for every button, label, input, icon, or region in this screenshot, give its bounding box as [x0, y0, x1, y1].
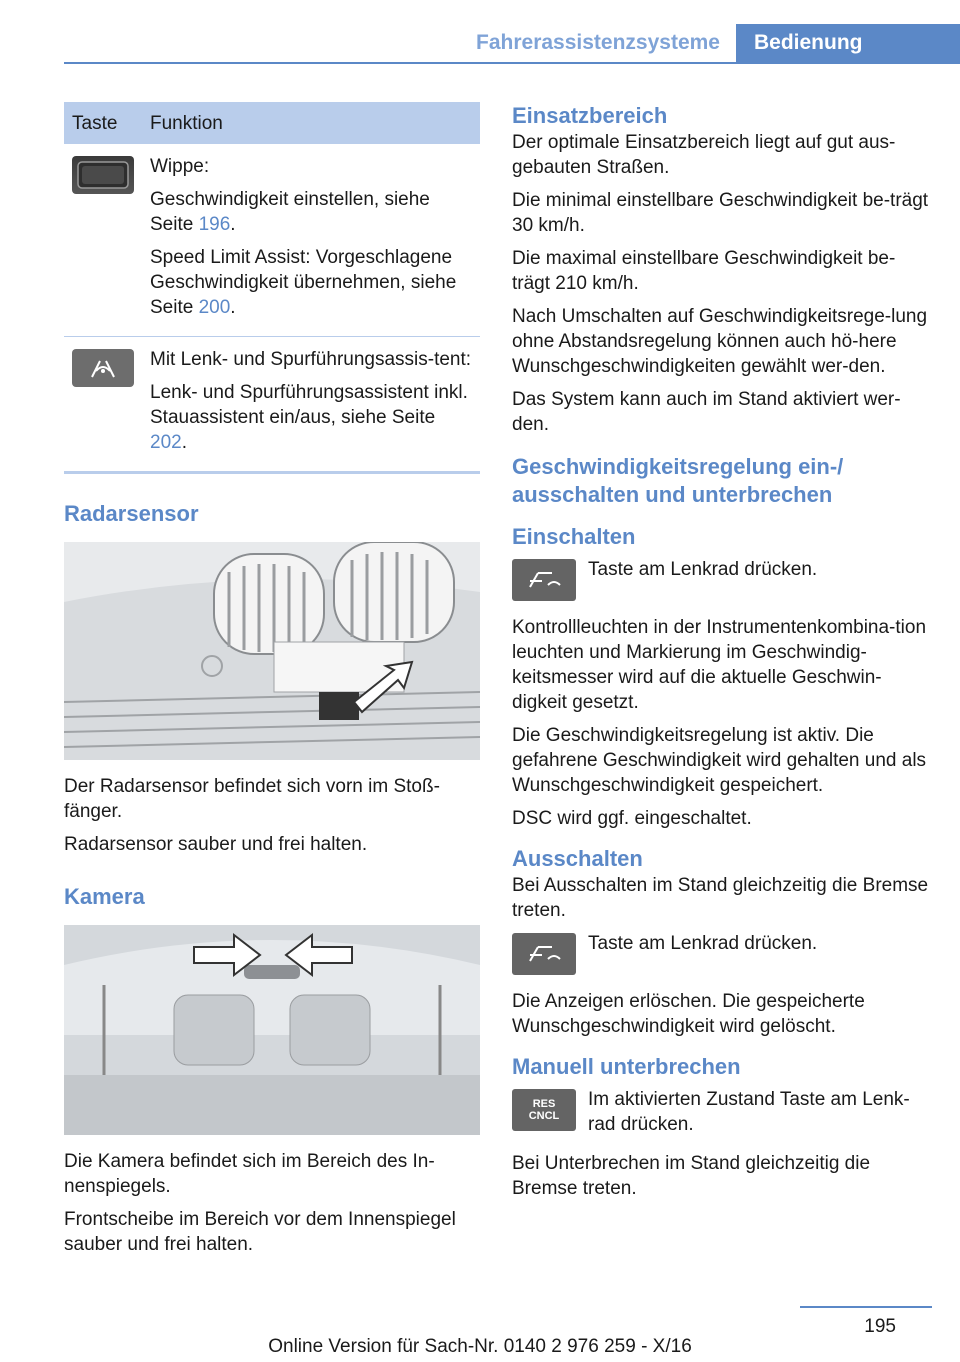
- rocker-switch-icon: [72, 156, 134, 194]
- radar-heading: Radarsensor: [64, 501, 199, 526]
- left-column: [64, 102, 480, 1265]
- footer-rule: [800, 1306, 932, 1308]
- table-header-key: Taste: [64, 102, 142, 144]
- row2-paragraph: Lenk- und Spurführungsassistent inkl. Stauassistent ein/aus, siehe Seite 202.: [150, 382, 468, 453]
- einsatz-paragraph: Die minimal einstellbare Geschwindigkeit be-trägt 30 km/h.: [512, 190, 929, 236]
- einsatz-paragraph: Das System kann auch im Stand aktiviert wer-den.: [512, 389, 901, 435]
- einsatz-paragraph: Nach Umschalten auf Geschwindigkeitsrege-lung ohne Abstandsregelung können auch hö-here Wunschgeschwindigkeiten gewählt wer-den.: [512, 306, 928, 377]
- row1-title: Wippe:: [150, 156, 210, 177]
- camera-heading: Kamera: [64, 884, 145, 909]
- ausschalten-paragraph: Bei Ausschalten im Stand gleichzeitig die Bremse treten.: [512, 875, 929, 921]
- row1-paragraph: Geschwindigkeit einstellen, siehe Seite 196.: [150, 189, 430, 235]
- ausschalten-instruction: [512, 931, 932, 975]
- ausschalten-paragraph: Die Anzeigen erlöschen. Die gespeicherte Wunschgeschwindigkeit wird gelöscht.: [512, 991, 865, 1037]
- ausschalten-icon-text: Taste am Lenkrad drücken.: [588, 933, 818, 954]
- page-link-200[interactable]: 200: [198, 297, 231, 318]
- unterbrechen-heading: Manuell unterbrechen: [512, 1054, 741, 1079]
- einschalten-paragraph: Kontrollleuchten in der Instrumentenkombina-tion leuchten und Markierung im Geschwindig-keitsmesser wird auf die aktuelle Geschwin-digkeit gesetzt.: [512, 617, 927, 713]
- page-link-196[interactable]: 196: [198, 214, 231, 235]
- header-section-title: Fahrerassistenzsysteme: [476, 31, 720, 54]
- res-cncl-icon: [512, 1089, 576, 1131]
- einsatz-heading: Einsatzbereich: [512, 103, 668, 128]
- table-row: [64, 337, 480, 473]
- einsatz-paragraph: Die maximal einstellbare Geschwindigkeit be-trägt 210 km/h.: [512, 248, 896, 294]
- key-function-table: [64, 102, 480, 474]
- ausschalten-heading: Ausschalten: [512, 846, 643, 871]
- radar-paragraph-1: Der Radarsensor befindet sich vorn im Stoß-fänger.: [64, 776, 440, 822]
- radar-sensor-image: [64, 542, 480, 760]
- row2-title: Mit Lenk- und Spurführungsassis-tent:: [150, 349, 472, 370]
- table-header-function: Funktion: [142, 102, 480, 144]
- einschalten-icon-text: Taste am Lenkrad drücken.: [588, 559, 818, 580]
- footer-version: Online Version für Sach-Nr. 0140 2 976 259 - X/16: [268, 1336, 692, 1357]
- res-cncl-label: RES CNCL: [528, 1098, 560, 1122]
- section-heading: Geschwindigkeitsregelung ein-/ ausschalten und unterbrechen: [512, 454, 844, 507]
- header-tab-bedienung: Bedienung: [736, 24, 960, 64]
- right-column: [512, 102, 932, 1209]
- einschalten-heading: Einschalten: [512, 524, 636, 549]
- camera-paragraph-2: Frontscheibe im Bereich vor dem Innenspiegel sauber und frei halten.: [64, 1209, 456, 1255]
- einschalten-paragraph: DSC wird ggf. eingeschaltet.: [512, 808, 752, 829]
- einsatz-paragraph: Der optimale Einsatzbereich liegt auf gut aus-gebauten Straßen.: [512, 132, 896, 178]
- unterbrechen-paragraph: Bei Unterbrechen im Stand gleichzeitig die Bremse treten.: [512, 1153, 871, 1199]
- unterbrechen-icon-text: Im aktivierten Zustand Taste am Lenk-rad drücken.: [588, 1089, 910, 1135]
- einschalten-instruction: [512, 557, 932, 601]
- page-link-202[interactable]: 202: [150, 432, 182, 453]
- camera-paragraph-1: Die Kamera befindet sich im Bereich des In-nenspiegels.: [64, 1151, 435, 1197]
- lane-assist-icon: [72, 349, 134, 387]
- unterbrechen-instruction: [512, 1087, 932, 1137]
- table-row: [64, 144, 480, 337]
- cruise-control-icon: [512, 933, 576, 975]
- row1-paragraph-2: Speed Limit Assist: Vorgeschlagene Geschwindigkeit übernehmen, siehe Seite 200.: [150, 247, 457, 318]
- radar-paragraph-2: Radarsensor sauber und frei halten.: [64, 834, 368, 855]
- cruise-control-icon: [512, 559, 576, 601]
- camera-image: [64, 925, 480, 1135]
- einschalten-paragraph: Die Geschwindigkeitsregelung ist aktiv. Die gefahrene Geschwindigkeit wird gehalten und als Wunschgeschwindigkeit gespeichert.: [512, 725, 927, 796]
- page-number: 195: [864, 1316, 896, 1337]
